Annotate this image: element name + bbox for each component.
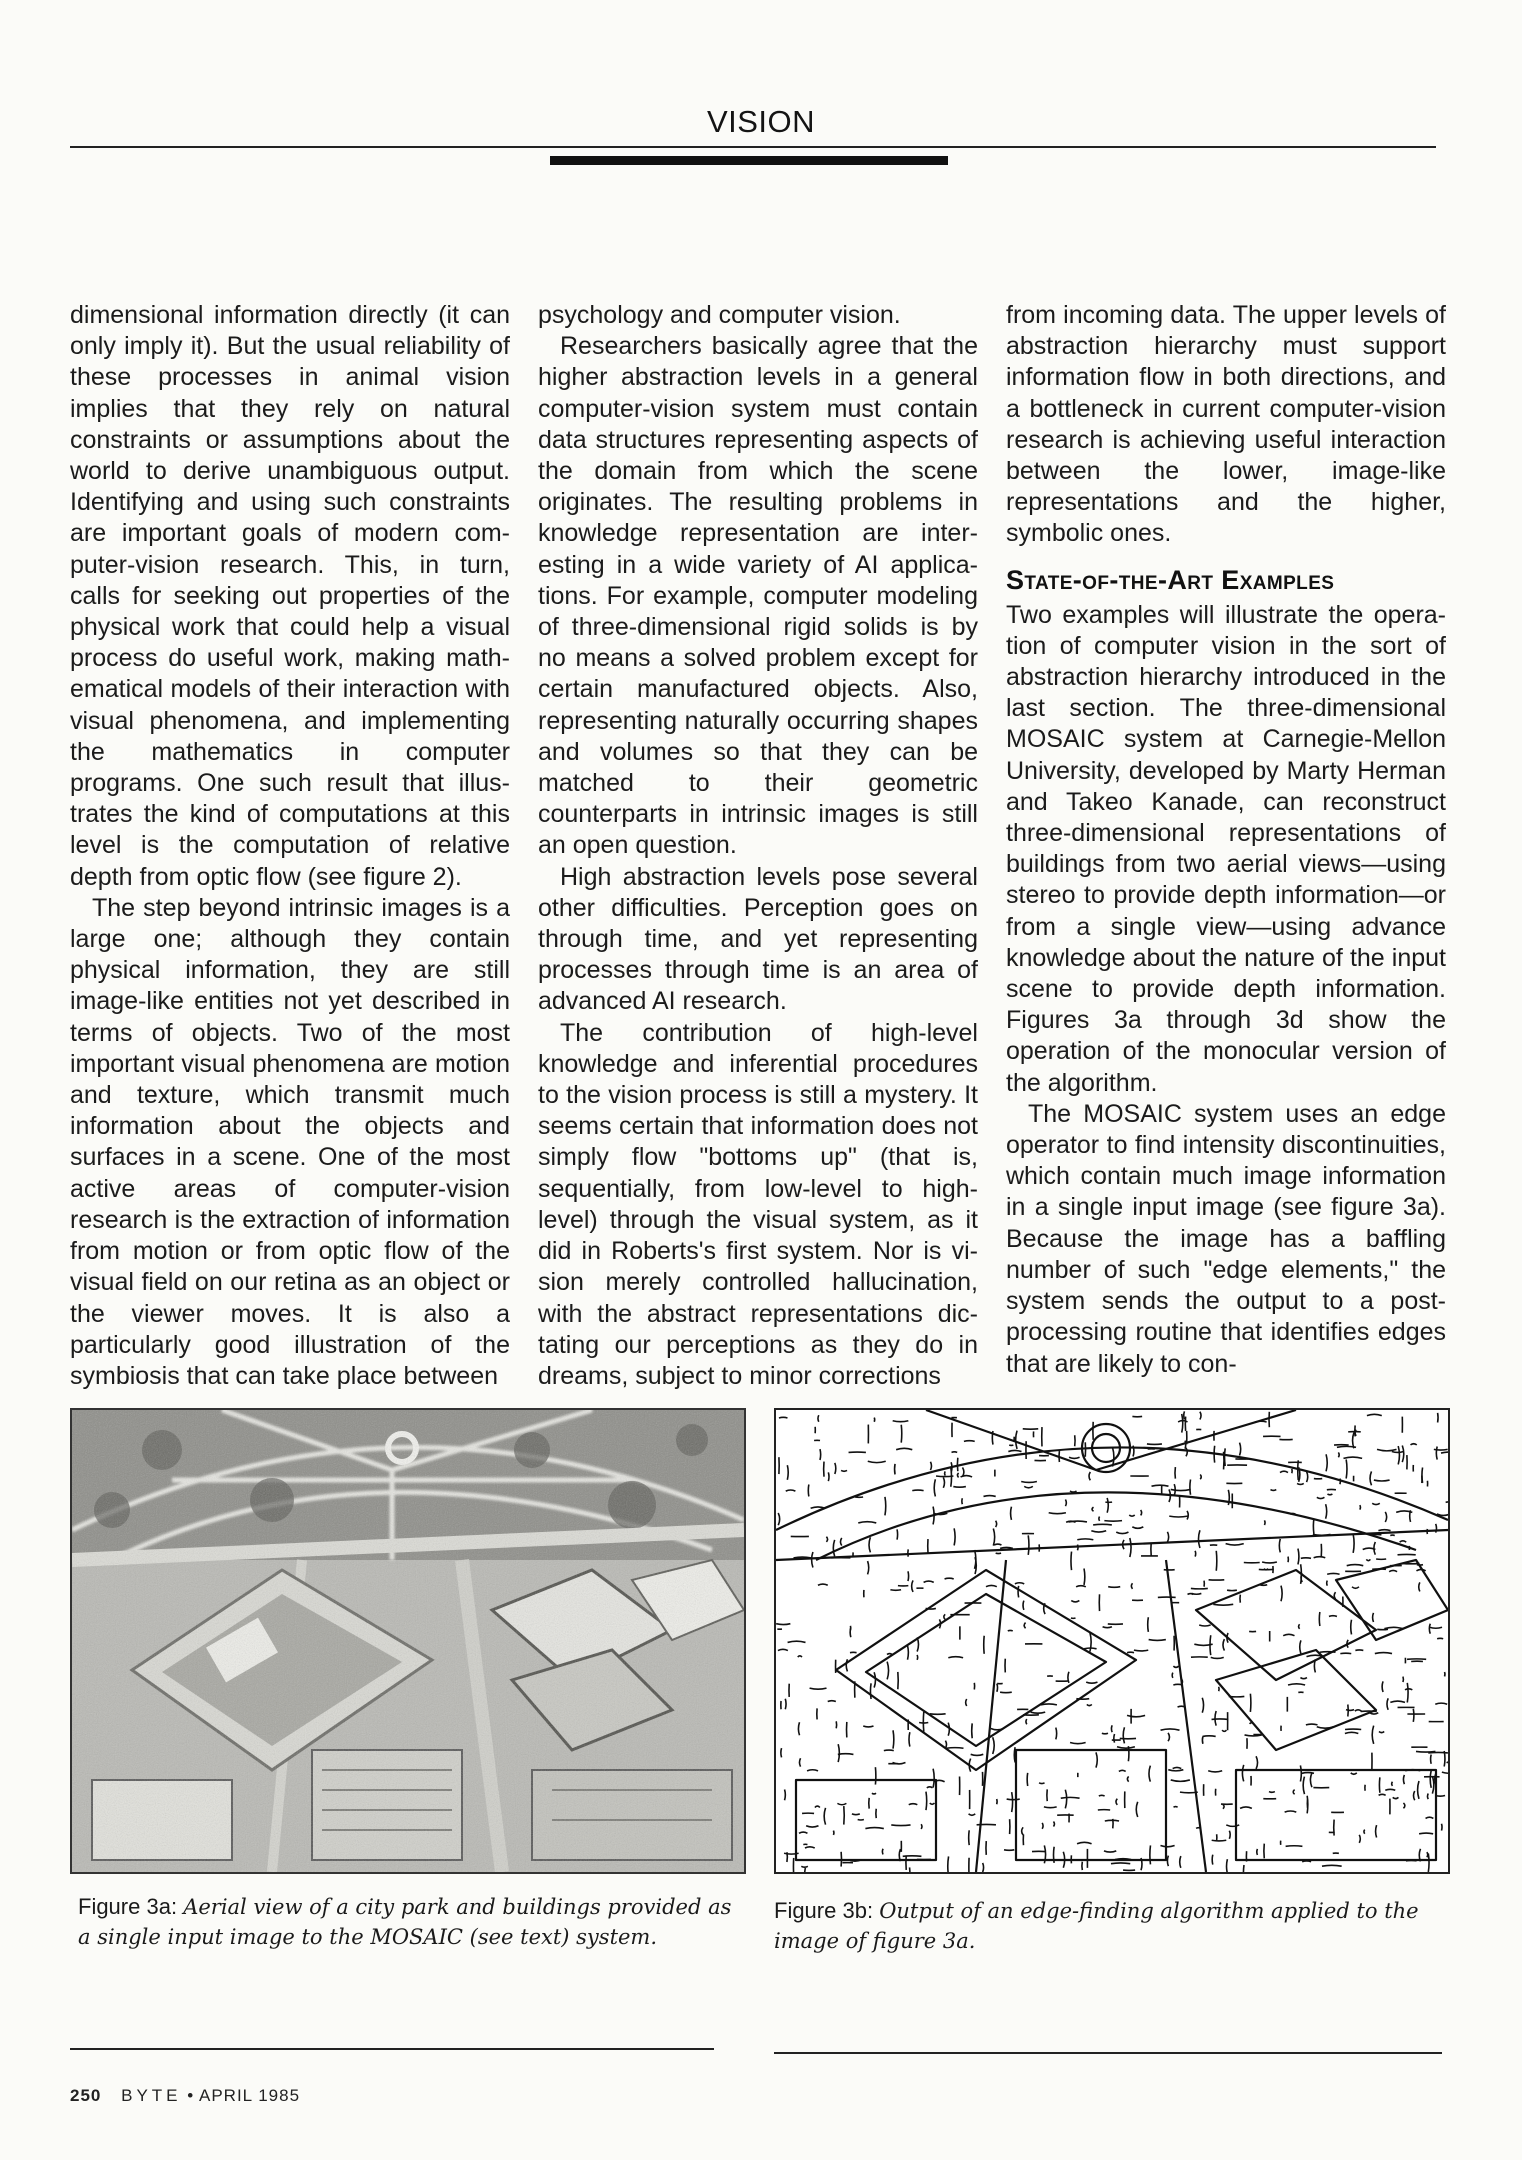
figure-3a-caption xyxy=(78,1892,738,1952)
section-title: VISION xyxy=(706,104,816,139)
paragraph: High abstraction levels pose several other difficulties. Perception goes on through time, and yet representing processes through time is an area of advanced AI research. xyxy=(538,862,978,1016)
page-footer xyxy=(70,2086,300,2106)
figure-3b-caption xyxy=(774,1896,1434,1956)
paragraph: The MOSAIC system uses an edge operator to find intensity discontinuities, which contain much image information in a single input image (see figure 3a). Because the image has a baffling number of such "edge elements," the system sends the output to a post-processing routine that identifies edges that are likely to con- xyxy=(1006,1099,1446,1378)
figure-3a-aerial-photo xyxy=(70,1408,746,1874)
text-column-3 xyxy=(1006,300,1446,1390)
figure-label: Figure 3b: xyxy=(774,1898,874,1923)
issue-date: APRIL 1985 xyxy=(199,2086,301,2105)
figure-label: Figure 3a: xyxy=(78,1894,178,1919)
paragraph: psychology and computer vision. xyxy=(538,301,901,329)
page-number: 250 xyxy=(70,2086,102,2105)
paragraph: Researchers basically agree that the higher abstraction levels in a general computer-vision system must contain data structures representing aspects of the domain from which the scene originates. The resulting problems in knowledge representation are interesting in a wide variety of AI applications. For example, computer modeling of three-dimensional rigid solids is by no means a solved problem except for certain manufactured objects. Also, representing naturally occurring shapes and volumes so that they can be matched to their geometric counterparts in intrinsic images is still an open question. xyxy=(538,332,978,860)
paragraph: Two examples will illustrate the operation of computer vision in the sort of abstraction hierarchy introduced in the last section. The three-dimensional MOSAIC system at Carnegie-Mellon University, developed by Marty Herman and Takeo Kanade, can reconstruct three-dimensional representations of buildings from two aerial views—using stereo to provide depth information—or from a single view—using advance knowledge about the nature of the input scene to provide depth information. Figures 3a through 3d show the operation of the monocular version of the algorithm. xyxy=(1006,600,1446,1097)
magazine-name: BYTE xyxy=(121,2086,182,2105)
header-rule xyxy=(70,146,1436,148)
text-column-1 xyxy=(70,300,510,1390)
paragraph: dimensional information directly (it can only imply it). But the usual reliability of these processes in animal vision implies that they rely on natural constraints or assumptions about the world to derive unambiguous output. Identifying and using such constraints are important goals of modern computer-vision research. This, in turn, calls for seeking out properties of the physical work that could help a visual process do useful work, making mathematical models of their interaction with visual phenomena, and implementing the mathematics in computer programs. One such result that illustrates the kind of computations at this level is the computation of relative depth from optic flow (see figure 2). xyxy=(70,301,510,891)
header-bar xyxy=(550,156,948,165)
figure-caption-text: Aerial view of a city park and buildings provided as a single input image to the MOSAIC (see text) system. xyxy=(78,1895,732,1949)
figure-caption-text: Output of an edge-finding algorithm applied to the image of figure 3a. xyxy=(774,1899,1419,1953)
paragraph: The contribution of high-level knowledge and inferential procedures to the vision process is still a mystery. It seems certain that information does not simply flow "bottoms up" (that is, sequentially, from low-level to high-level) through the visual system, as it did in Roberts's first system. Nor is vision merely controlled hallucination, with the abstract representations dictating our perceptions as they do in dreams, subject to minor corrections xyxy=(538,1018,978,1390)
section-heading: State-of-the-Art Examples xyxy=(1006,564,1335,595)
footer-rule-left xyxy=(70,2048,714,2050)
figure-3b-edge-map xyxy=(774,1408,1450,1874)
footer-rule-right xyxy=(774,2052,1442,2054)
footer-separator: • xyxy=(187,2086,195,2105)
paragraph: The step beyond intrinsic images is a large one; although they contain physical information, they are still image-like entities not yet described in terms of objects. Two of the most important visual phenomena are motion and texture, which transmit much information about the objects and surfaces in a scene. One of the most active areas of computer-vision research is the extraction of information from motion or from optic flow of the visual field on our retina as an object or the viewer moves. It is also a particularly good illustration of the symbiosis that can take place between xyxy=(70,893,510,1390)
text-column-2 xyxy=(538,300,978,1390)
paragraph: from incoming data. The upper levels of abstraction hierarchy must support information flow in both directions, and a bottleneck in current computer-vision research is achieving useful interaction between the lower, image-like representations and the higher, symbolic ones. xyxy=(1006,301,1446,548)
